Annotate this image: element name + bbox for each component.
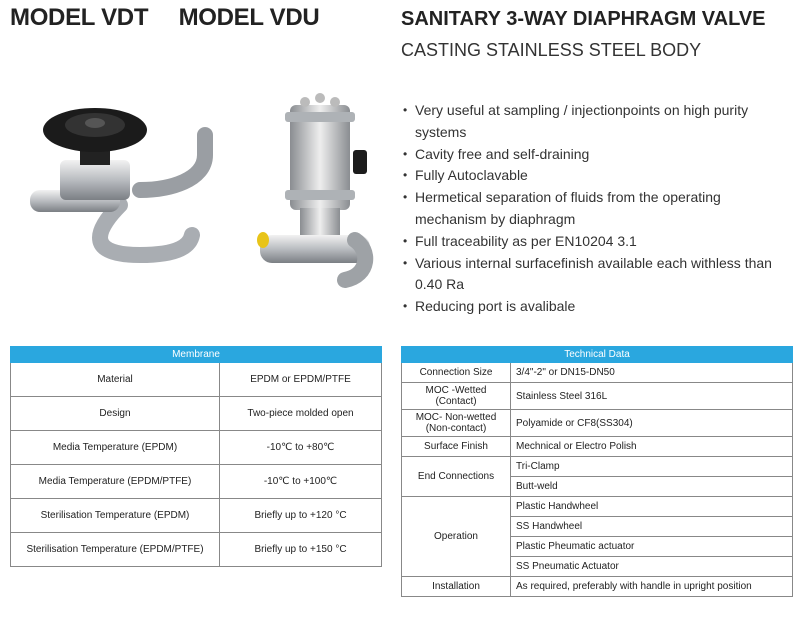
feature-item: • Full traceability as per EN10204 3.1 [403, 231, 793, 253]
table-cell-value: 3/4"-2" or DN15-DN50 [511, 363, 793, 383]
table-cell-value: As required, preferably with handle in upright position [511, 577, 793, 597]
table-cell-value: Two-piece molded open [220, 397, 382, 431]
technical-data-table [401, 346, 793, 597]
table-cell-value: Butt-weld [511, 477, 793, 497]
table-row [402, 437, 793, 457]
feature-item: • Hermetical separation of fluids from the operating mechanism by diaphragm [403, 187, 793, 231]
table-cell-label: MOC- Non-wetted (Non-contact) [402, 410, 511, 437]
vdt-valve-photo [20, 95, 230, 275]
table-row [402, 383, 793, 410]
vdu-valve-photo [245, 90, 395, 290]
membrane-table-header: Membrane [11, 347, 382, 363]
table-cell-value: Mechnical or Electro Polish [511, 437, 793, 457]
feature-item: • Various internal surfacefinish available each withless than 0.40 Ra [403, 253, 793, 297]
table-cell-value: Plastic Pheumatic actuator [511, 537, 793, 557]
table-cell-label: Installation [402, 577, 511, 597]
table-row [11, 465, 382, 499]
technical-table-header: Technical Data [402, 347, 793, 363]
feature-item: • Reducing port is avalibale [403, 296, 793, 318]
table-cell-label: Design [11, 397, 220, 431]
table-cell-label: Surface Finish [402, 437, 511, 457]
membrane-table [10, 346, 382, 567]
table-cell-value: Plastic Handwheel [511, 497, 793, 517]
feature-list [403, 100, 793, 318]
table-row [11, 397, 382, 431]
table-cell-value: EPDM or EPDM/PTFE [220, 363, 382, 397]
page-title: SANITARY 3-WAY DIAPHRAGM VALVE [401, 8, 766, 30]
table-cell-label: Sterilisation Temperature (EPDM) [11, 499, 220, 533]
table-cell-value: -10℃ to +100℃ [220, 465, 382, 499]
table-row [402, 363, 793, 383]
table-row [402, 410, 793, 437]
table-row [402, 577, 793, 597]
table-cell-value: -10℃ to +80℃ [220, 431, 382, 465]
table-cell-value: SS Handwheel [511, 517, 793, 537]
table-cell-value: Briefly up to +120 °C [220, 499, 382, 533]
model-vdt-label: MODEL VDT [10, 4, 149, 31]
table-cell-value: Tri-Clamp [511, 457, 793, 477]
table-cell-value: Briefly up to +150 °C [220, 533, 382, 567]
table-cell-label: MOC -Wetted (Contact) [402, 383, 511, 410]
table-cell-label: Media Temperature (EPDM) [11, 431, 220, 465]
table-cell-label: End Connections [402, 457, 511, 497]
feature-item: • Very useful at sampling / injectionpoints on high purity systems [403, 100, 793, 144]
table-cell-label: Media Temperature (EPDM/PTFE) [11, 465, 220, 499]
model-vdu-label: MODEL VDU [178, 4, 320, 31]
table-cell-value: Polyamide or CF8(SS304) [511, 410, 793, 437]
table-row [402, 497, 793, 517]
feature-item: • Cavity free and self-draining [403, 144, 793, 166]
table-row [11, 363, 382, 397]
table-cell-label: Sterilisation Temperature (EPDM/PTFE) [11, 533, 220, 567]
table-cell-label: Material [11, 363, 220, 397]
table-row [11, 431, 382, 465]
table-cell-label: Operation [402, 497, 511, 577]
table-row [402, 457, 793, 477]
table-cell-label: Connection Size [402, 363, 511, 383]
table-cell-value: SS Pneumatic Actuator [511, 557, 793, 577]
feature-item: • Fully Autoclavable [403, 165, 793, 187]
table-row [11, 499, 382, 533]
table-row [11, 533, 382, 567]
page-subtitle: CASTING STAINLESS STEEL BODY [401, 40, 702, 60]
model-names [10, 4, 319, 32]
table-cell-value: Stainless Steel 316L [511, 383, 793, 410]
